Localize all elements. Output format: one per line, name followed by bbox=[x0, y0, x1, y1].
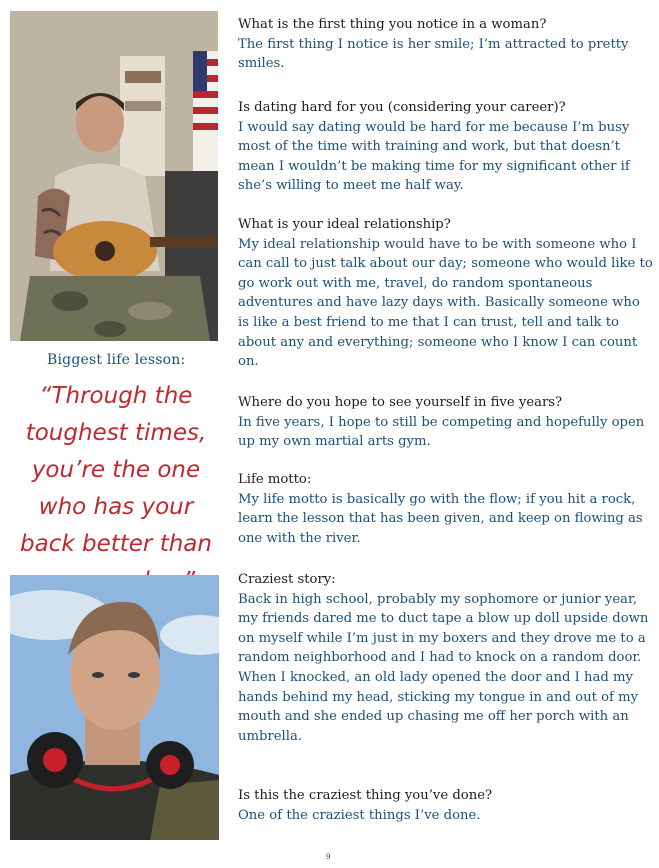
lesson-quote: “Through the toughest times, you’re the one who has your back better than bbox=[20, 383, 212, 557]
qa-item-ideal-relationship bbox=[238, 215, 653, 372]
qa-item-first-notice bbox=[238, 15, 653, 74]
answer-text: Back in high school, probably my sophomore or junior year, my friends dared me to duct tape a blow up doll upside down on myself while I’m just in my boxers and they drove me to a random neighborhood and I had to knock on a random door. When I knocked, an old lady opened the door and I had my hands behind my head, sticking my tongue in and out of my mouth and she ended up chasing me off her porch with an umbrella. bbox=[238, 591, 649, 744]
answer-text: I would say dating would be hard for me because I’m busy most of the time with training and work, but that doesn’t mean I wouldn’t be making time for my significant other if she’s willing to meet me half way. bbox=[238, 119, 630, 194]
headphones-portrait-illustration bbox=[10, 575, 219, 840]
question-text: Is dating hard for you (considering your career)? bbox=[238, 100, 566, 115]
question-text: Life motto: bbox=[238, 472, 312, 487]
qa-item-craziest-story bbox=[238, 570, 653, 746]
qa-item-five-years bbox=[238, 393, 653, 452]
qa-item-life-motto bbox=[238, 470, 653, 548]
question-text: Where do you hope to see yourself in five years? bbox=[238, 395, 563, 410]
question-text: What is your ideal relationship? bbox=[238, 217, 451, 232]
headphones-portrait-photo bbox=[10, 575, 219, 840]
answer-text: The first thing I notice is her smile; I’m attracted to pretty smiles. bbox=[238, 36, 629, 72]
qa-item-dating bbox=[238, 98, 653, 196]
answer-text: My ideal relationship would have to be with someone who I can call to just talk about our day; someone who would like to go work out with me, travel, do random spontaneous adventures and have lazy days with. Basically someone who is like a best friend to me that I can trust, tell and talk to about any and everything; someone who I know I can count on. bbox=[238, 236, 653, 370]
page-number: 9 bbox=[326, 853, 331, 861]
question-text: What is the first thing you notice in a woman? bbox=[238, 17, 547, 32]
guitar-portrait-photo bbox=[10, 11, 218, 341]
qa-item-craziest-thing bbox=[238, 786, 653, 825]
question-text: Is this the craziest thing you’ve done? bbox=[238, 788, 493, 803]
guitar-portrait-illustration bbox=[10, 11, 218, 341]
answer-text: In five years, I hope to still be competing and hopefully open up my own martial arts gym. bbox=[238, 414, 645, 450]
answer-text: My life motto is basically go with the flow; if you hit a rock, learn the lesson that has been given, and keep on flowing as one with the river. bbox=[238, 491, 643, 546]
question-text: Craziest story: bbox=[238, 572, 336, 587]
lesson-label: Biggest life lesson: bbox=[47, 352, 186, 368]
answer-text: One of the craziest things I’ve done. bbox=[238, 807, 481, 823]
